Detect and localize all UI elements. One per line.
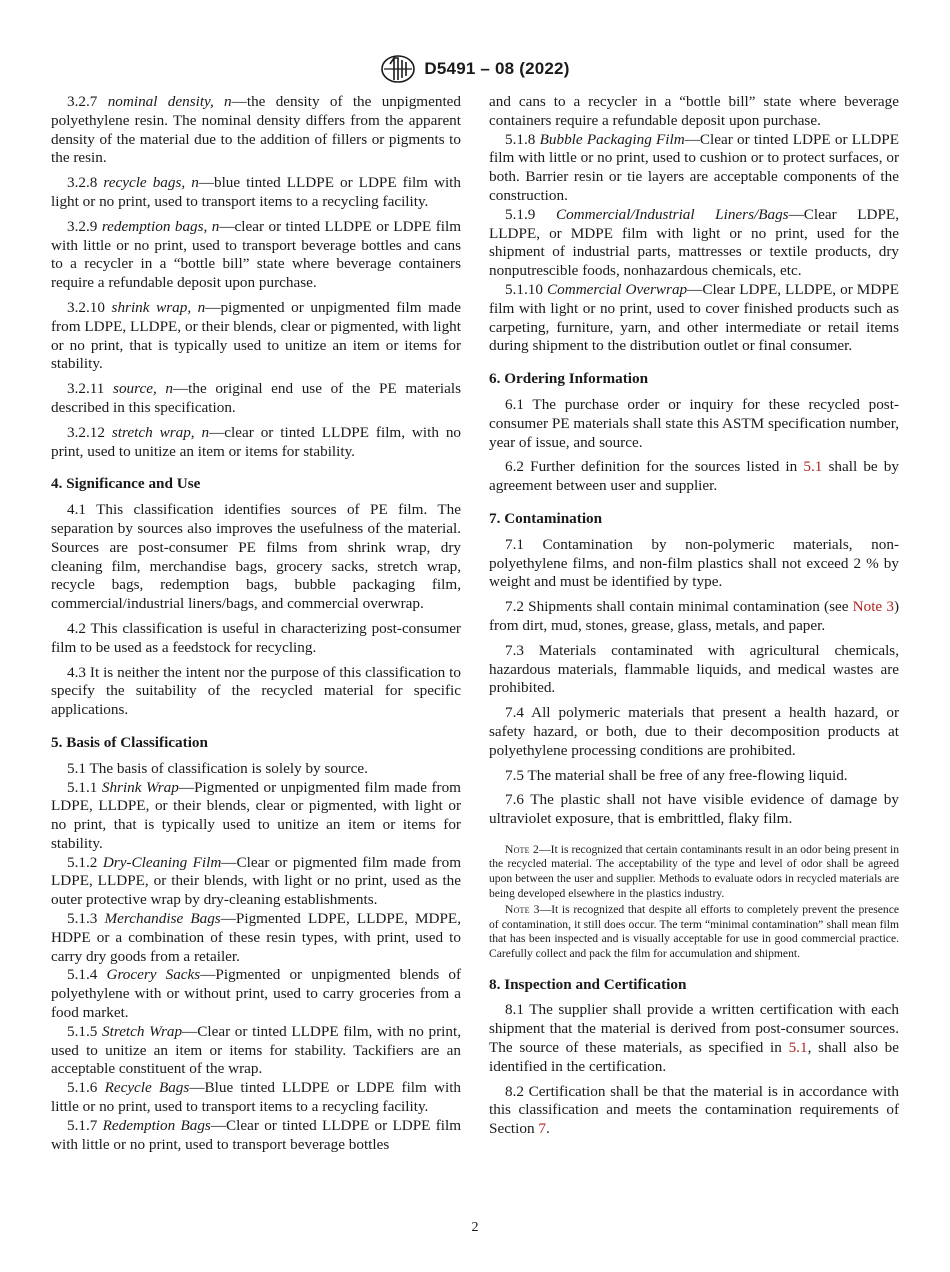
paragraph-3-2-10: 3.2.10 shrink wrap, n—pigmented or unpigmented film made from LDPE, LLDPE, or their blends, clear or pigmented, with light or no print, that is typically used to unitize an item or items for stability. bbox=[51, 298, 462, 373]
note-2: Note 2—It is recognized that certain contaminants result in an odor being present in the recycled material. The acceptability of the type and level of odor shall be agreed upon between the user and supplier. Methods to evaluate odors in recycled materials are being developed elsewhere in the plastics industry. bbox=[489, 842, 899, 900]
paragraph-5-1-7-continued: and cans to a recycler in a “bottle bill” state where beverage containers require a refundable deposit upon purchase. bbox=[489, 93, 899, 129]
paragraph-5-1-6: 5.1.6 Recycle Bags—Blue tinted LLDPE or LDPE film with little or no print, used to transport items to a recycling facility. bbox=[51, 1079, 462, 1116]
paragraph-4-1: 4.1 This classification identifies sources of PE film. The separation by sources also improves the usefulness of the material. Sources are post-consumer PE films from shrink wrap, dry cleaning film, merchandise bags, grocery sacks, stretch wrap, recycle bags, redemption bags, bubble packaging film, commercial/industrial liners/bags, and commercial overwrap. bbox=[51, 501, 461, 613]
paragraph-7-1: 7.1 Contamination by non-polymeric materials, non-polyethylene films, and non-film plastics shall not exceed 2 % by weight and must be identified by type. bbox=[489, 535, 899, 591]
paragraph-5-1-5: 5.1.5 Stretch Wrap—Clear or tinted LLDPE film, with no print, used to unitize an item or items for stability. Tackifiers are an acceptable constituent of the wrap. bbox=[51, 1022, 461, 1078]
paragraph-8-2: 8.2 Certification shall be that the material is in accordance with this classification and meets the contamination requirements of Section 7. bbox=[489, 1082, 899, 1138]
paragraph-5-1-1: 5.1.1 Shrink Wrap—Pigmented or unpigmented film made from LDPE, LLDPE, or their blends, clear or pigmented, with light or no print, that is typically used to unitize an item or items for stability. bbox=[51, 778, 461, 852]
paragraph-3-2-9: 3.2.9 redemption bags, n—clear or tinted LLDPE or LDPE film with little or no print, used to transport beverage bottles and cans to a recycler in a “bottle bill” state where beverage containers require a refundable deposit upon purchase. bbox=[51, 217, 462, 292]
paragraph-5-1-9: 5.1.9 Commercial/Industrial Liners/Bags—Clear LDPE, LLDPE, or MDPE film with light or no print, used for the shipment of industrial parts, mattresses or textile products, dry nonputrescible foods, nonhazardous chemicals, etc. bbox=[489, 205, 900, 280]
paragraph-8-1: 8.1 The supplier shall provide a written certification with each shipment that the material is derived from post-consumer sources. The source of these materials, as specified in 5.1, shall also be identified in the certification. bbox=[489, 1001, 899, 1075]
page-header bbox=[0, 54, 950, 84]
paragraph-7-2: 7.2 Shipments shall contain minimal contamination (see Note 3) from dirt, mud, stones, grease, glass, metals, and paper. bbox=[489, 598, 899, 634]
paragraph-5-1-4: 5.1.4 Grocery Sacks—Pigmented or unpigmented blends of polyethylene with or without print, used to carry groceries from a food market. bbox=[51, 966, 462, 1022]
paragraph-4-2: 4.2 This classification is useful in characterizing post-consumer film to be used as a feedstock for recycling. bbox=[51, 619, 461, 656]
document-id: D5491 – 08 (2022) bbox=[424, 59, 570, 78]
page-number: 2 bbox=[471, 1220, 479, 1235]
paragraph-3-2-12: 3.2.12 stretch wrap, n—clear or tinted LLDPE film, with no print, used to unitize an item or items for stability. bbox=[51, 423, 462, 460]
paragraph-7-3: 7.3 Materials contaminated with agricultural chemicals, hazardous materials, flammable liquids, and medical wastes are prohibited. bbox=[489, 641, 899, 697]
paragraph-6-2: 6.2 Further definition for the sources listed in 5.1 shall be by agreement between user and supplier. bbox=[489, 458, 899, 495]
paragraph-5-1-2: 5.1.2 Dry-Cleaning Film—Clear or pigmented film made from LDPE, LLDPE, or their blends, with light or no print, used as the outer protective wrap by dry-cleaning establishments. bbox=[51, 853, 462, 909]
paragraph-5-1: 5.1 The basis of classification is solely by source. bbox=[67, 759, 368, 777]
paragraph-5-1-10: 5.1.10 Commercial Overwrap—Clear LDPE, LLDPE, or MDPE film with light or no print, used to cover finished products such as carpeting, furniture, yarn, and other intermediate or retail items during shipment to the distribution outlet or final consumer. bbox=[489, 280, 899, 355]
section-4-heading: 4. Significance and Use bbox=[51, 475, 201, 493]
left-column bbox=[51, 93, 461, 1154]
paragraph-3-2-7: 3.2.7 nominal density, n—the density of the unpigmented polyethylene resin. The nominal density differs from the apparent density of the material due to the addition of fillers or pigments to the resin. bbox=[51, 93, 461, 167]
paragraph-3-2-11: 3.2.11 source, n—the original end use of the PE materials described in this specification. bbox=[51, 380, 462, 416]
paragraph-6-1: 6.1 The purchase order or inquiry for these recycled post-consumer PE materials shall state this ASTM specification number, year of issue, and source. bbox=[489, 395, 899, 451]
paragraph-4-3: 4.3 It is neither the intent nor the purpose of this classification to specify the suitability of the recycled material for specific applications. bbox=[51, 663, 461, 719]
paragraph-5-1-7: 5.1.7 Redemption Bags—Clear or tinted LLDPE or LDPE film with little or no print, used to transport beverage bottles bbox=[51, 1116, 462, 1153]
paragraph-7-4: 7.4 All polymeric materials that present a health hazard, or safety hazard, or both, due to their decomposition products at polyethylene processing conditions are prohibited. bbox=[489, 704, 899, 759]
section-6-heading: 6. Ordering Information bbox=[489, 370, 649, 388]
paragraph-7-5: 7.5 The material shall be free of any free-flowing liquid. bbox=[505, 766, 848, 784]
section-5-heading: 5. Basis of Classification bbox=[51, 733, 208, 751]
astm-logo-icon bbox=[380, 54, 416, 84]
section-5-1-link[interactable]: 5.1 bbox=[803, 458, 823, 476]
section-7-link[interactable]: 7 bbox=[538, 1120, 546, 1138]
right-column bbox=[489, 93, 899, 1145]
note-3: Note 3—It is recognized that despite all efforts to completely prevent the presence of contamination, it still does occur. The term “minimal contamination” shall mean film that has been inspected and is visually acceptable for use in good commercial practice. Carefully collect and pack the film for accumulation and shipment. bbox=[489, 903, 899, 961]
section-7-heading: 7. Contamination bbox=[489, 509, 603, 527]
notes-block bbox=[489, 843, 899, 962]
paragraph-7-6: 7.6 The plastic shall not have visible evidence of damage by ultraviolet exposure, that is embrittled, flaky film. bbox=[489, 791, 899, 828]
section-8-heading: 8. Inspection and Certification bbox=[489, 975, 687, 993]
paragraph-3-2-8: 3.2.8 recycle bags, n—blue tinted LLDPE or LDPE film with light or no print, used to transport items to a recycling facility. bbox=[51, 174, 462, 210]
paragraph-5-1-3: 5.1.3 Merchandise Bags—Pigmented LDPE, LLDPE, MDPE, HDPE or a combination of these resin types, with print, used to carry dry goods from a retailer. bbox=[51, 910, 462, 965]
section-5-1-link[interactable]: 5.1 bbox=[788, 1039, 808, 1057]
paragraph-5-1-8: 5.1.8 Bubble Packaging Film—Clear or tinted LDPE or LLDPE film with little or no print, used to cushion or to protect surfaces, or both. Barrier resin or tie layers are acceptable components of the construction. bbox=[489, 130, 900, 204]
note-3-link[interactable]: Note 3 bbox=[852, 598, 894, 616]
